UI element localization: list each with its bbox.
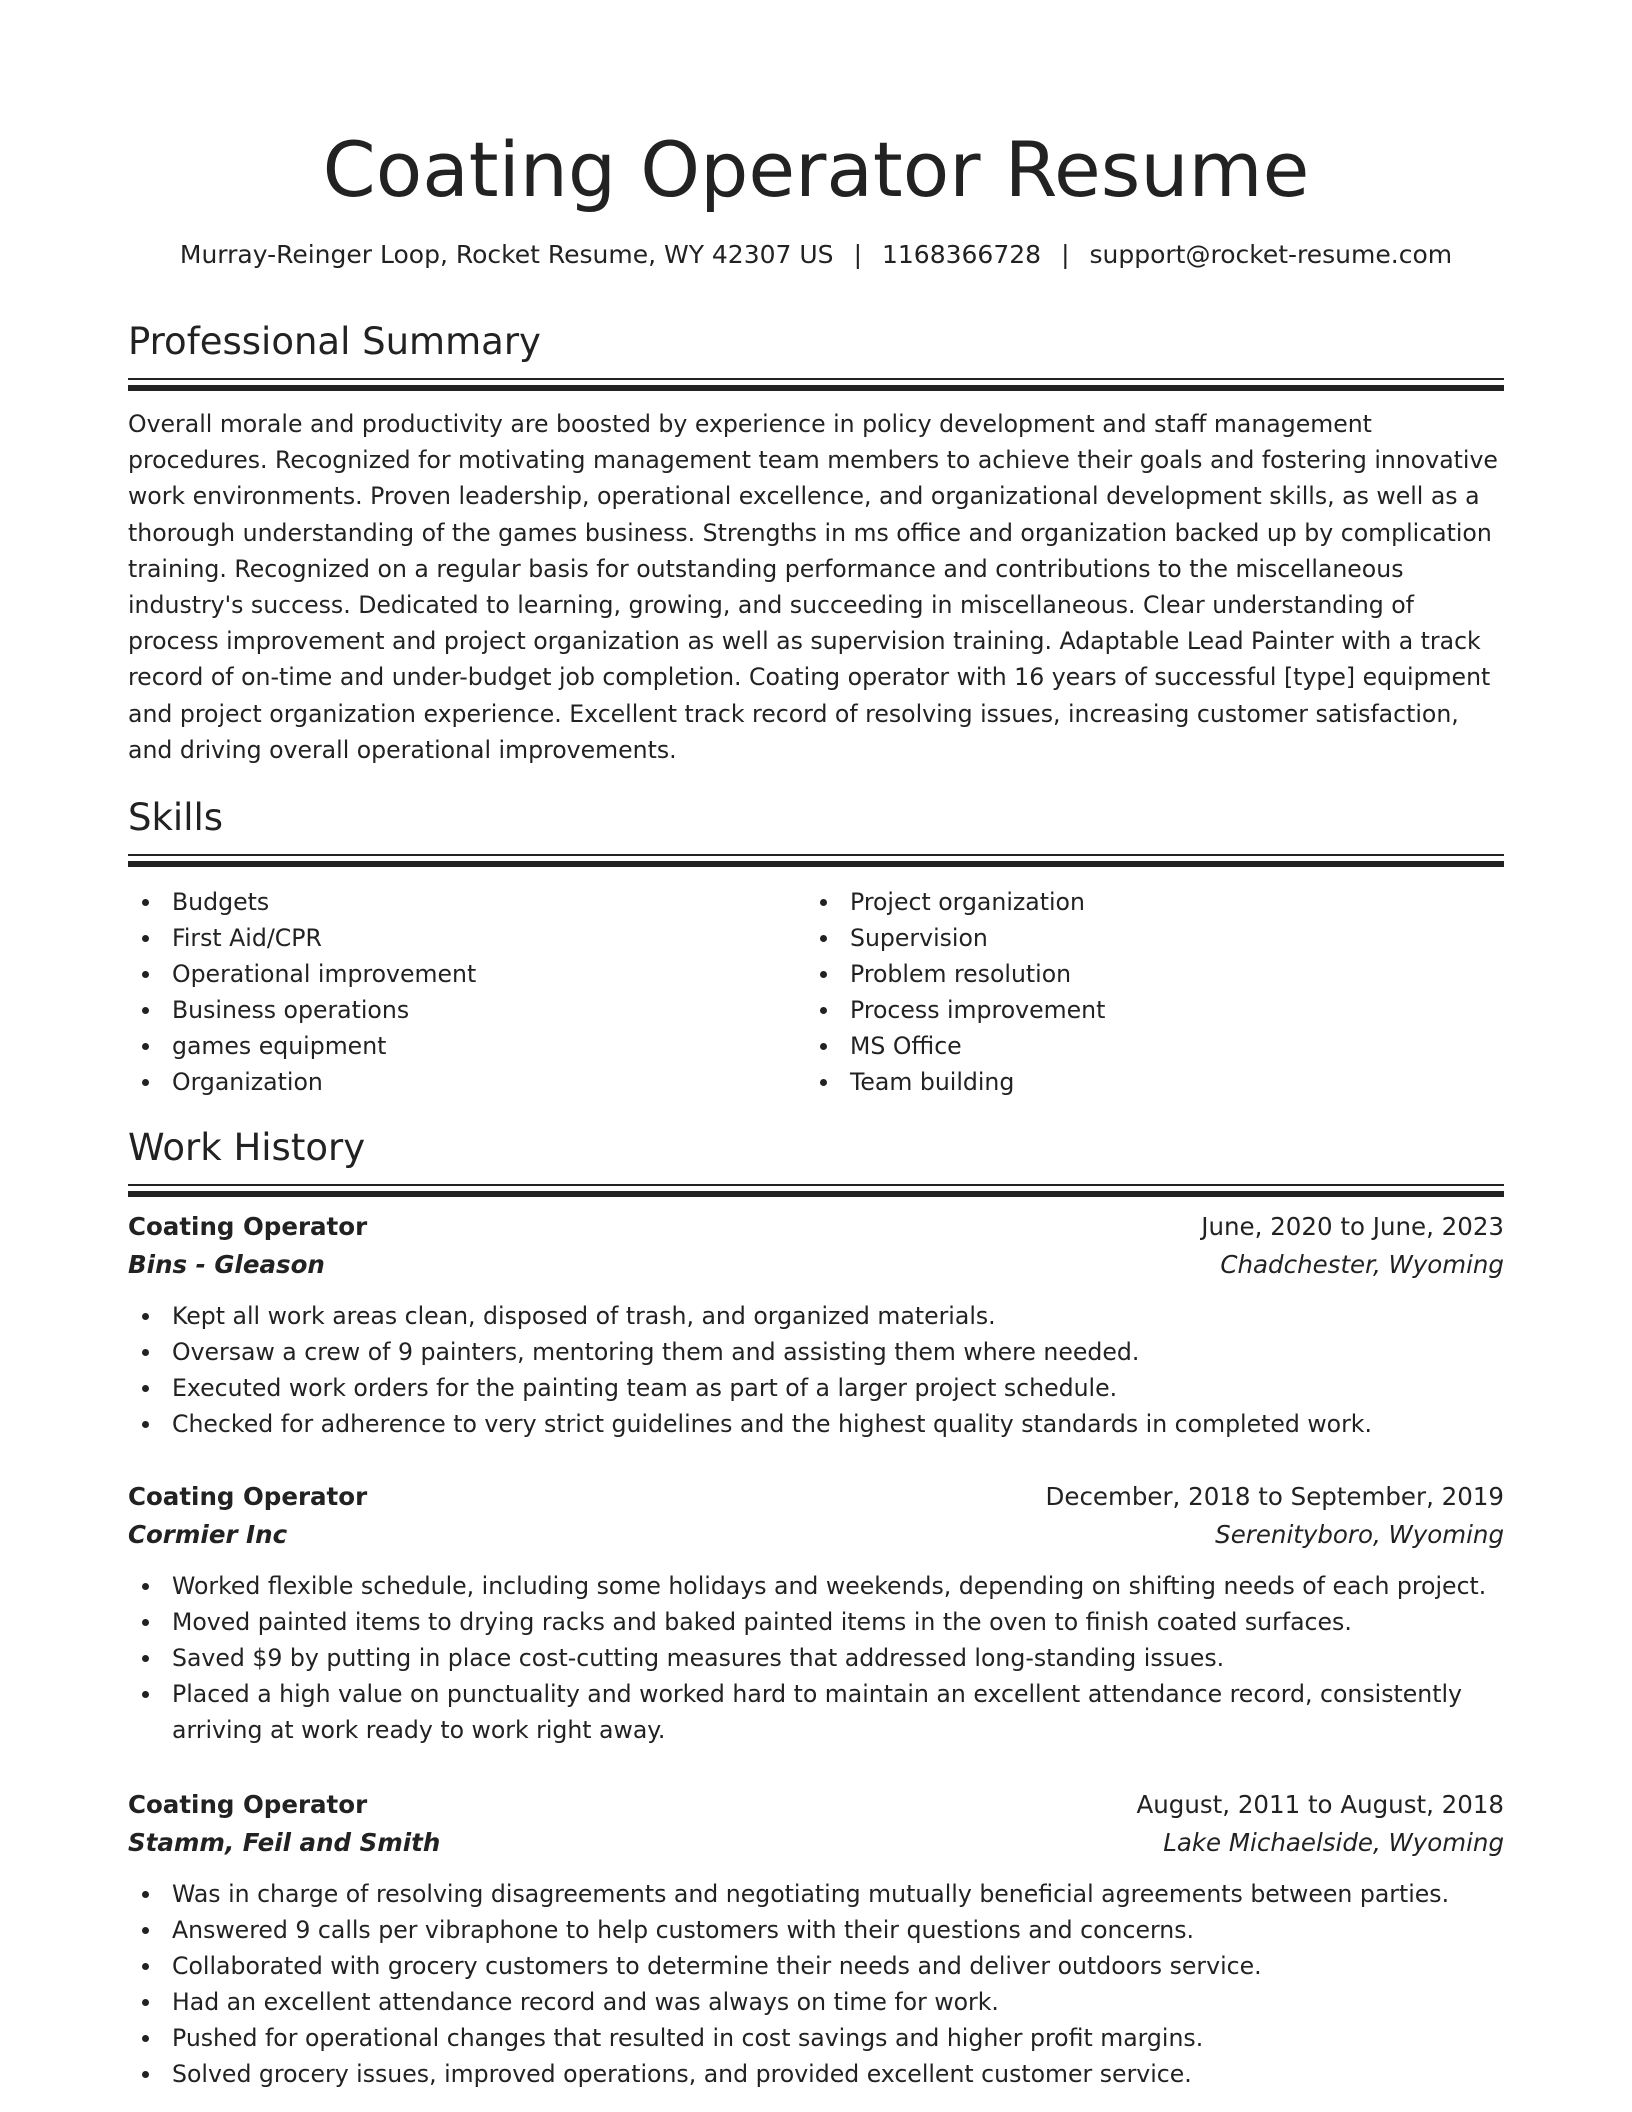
skill-item: Team building	[806, 1064, 1484, 1100]
skill-item: MS Office	[806, 1028, 1484, 1064]
job-header-row	[128, 1208, 1504, 1246]
job-bullet: Solved grocery issues, improved operations, and provided excellent customer service.	[128, 2056, 1504, 2092]
job-bullet: Oversaw a crew of 9 painters, mentoring them and assisting them where needed.	[128, 1334, 1504, 1370]
skills-list	[128, 884, 1504, 1100]
contact-address: Murray-Reinger Loop, Rocket Resume, WY 42307 US	[179, 240, 834, 269]
job-location: Chadchester, Wyoming	[1220, 1250, 1504, 1279]
section-rule-thick	[128, 385, 1504, 391]
resume-title: Coating Operator Resume	[322, 125, 1310, 214]
contact-phone: 1168366728	[882, 240, 1042, 269]
contact-email: support@rocket-resume.com	[1089, 240, 1453, 269]
job-header-row	[128, 1786, 1504, 1824]
job-title: Coating Operator	[128, 1482, 368, 1511]
job-bullet: Was in charge of resolving disagreements and negotiating mutually beneficial agreements between parties.	[128, 1876, 1504, 1912]
job-bullet: Worked flexible schedule, including some holidays and weekends, depending on shifting needs of each project.	[128, 1568, 1504, 1604]
job-company: Stamm, Feil and Smith	[128, 1828, 441, 1857]
skill-item: First Aid/CPR	[128, 920, 806, 956]
summary-text: Overall morale and productivity are boosted by experience in policy development and staff management procedures. Recognized for motivating management team members to achieve their goals and fostering innovative work environments. Proven leadership, operational excellence, and organizational development skills, as well as a thorough understanding of the games business. Strengths in ms office and organization backed up by complication training. Recognized on a regular basis for outstanding performance and contributions to the miscellaneous industry's success. Dedicated to learning, growing, and succeeding in miscellaneous. Clear understanding of process improvement and project organization as well as supervision training. Adaptable Lead Painter with a track record of on-time and under-budget job completion. Coating operator with 16 years of successful [type] equipment and project organization experience. Excellent track record of resolving issues, increasing customer satisfaction, and driving overall operational improvements.	[128, 410, 1498, 764]
contact-separator: |	[1061, 240, 1070, 269]
section-rule	[128, 1184, 1504, 1186]
job-bullets	[128, 1568, 1504, 1748]
job-bullet: Had an excellent attendance record and was always on time for work.	[128, 1984, 1504, 2020]
job-bullet: Collaborated with grocery customers to determine their needs and deliver outdoors service.	[128, 1948, 1504, 1984]
skill-item: Operational improvement	[128, 956, 806, 992]
job-company: Cormier Inc	[128, 1520, 288, 1549]
job-bullet: Placed a high value on punctuality and worked hard to maintain an excellent attendance record, consistently arriving at work ready to work right away.	[128, 1676, 1504, 1748]
summary-heading: Professional Summary	[128, 320, 541, 363]
job-dates: June, 2020 to June, 2023	[1201, 1212, 1504, 1241]
skill-item: Project organization	[806, 884, 1484, 920]
job-title: Coating Operator	[128, 1212, 368, 1241]
job-bullet: Pushed for operational changes that resulted in cost savings and higher profit margins.	[128, 2020, 1504, 2056]
skill-item: Budgets	[128, 884, 806, 920]
job-bullet: Moved painted items to drying racks and baked painted items in the oven to finish coated surfaces.	[128, 1604, 1504, 1640]
section-rule	[128, 854, 1504, 856]
job-bullet: Executed work orders for the painting team as part of a larger project schedule.	[128, 1370, 1504, 1406]
job-location: Serenityboro, Wyoming	[1215, 1520, 1504, 1549]
job-dates: August, 2011 to August, 2018	[1136, 1790, 1504, 1819]
job-entry	[128, 1786, 1504, 2092]
job-location: Lake Michaelside, Wyoming	[1163, 1828, 1504, 1857]
job-company: Bins - Gleason	[128, 1250, 325, 1279]
skill-item: Problem resolution	[806, 956, 1484, 992]
skills-column-left	[128, 884, 806, 1100]
skills-column-right	[806, 884, 1484, 1100]
work-section-header	[128, 1124, 1504, 1197]
skill-item: Process improvement	[806, 992, 1484, 1028]
section-rule	[128, 378, 1504, 380]
job-subheader-row	[128, 1246, 1504, 1284]
job-bullet: Answered 9 calls per vibraphone to help customers with their questions and concerns.	[128, 1912, 1504, 1948]
section-rule-thick	[128, 1191, 1504, 1197]
job-title: Coating Operator	[128, 1790, 368, 1819]
job-bullet: Kept all work areas clean, disposed of trash, and organized materials.	[128, 1298, 1504, 1334]
job-bullet: Checked for adherence to very strict guidelines and the highest quality standards in completed work.	[128, 1406, 1504, 1442]
job-bullet: Saved $9 by putting in place cost-cutting measures that addressed long-standing issues.	[128, 1640, 1504, 1676]
job-subheader-row	[128, 1516, 1504, 1554]
job-bullets	[128, 1876, 1504, 2092]
skill-item: Business operations	[128, 992, 806, 1028]
job-entry	[128, 1208, 1504, 1442]
work-heading: Work History	[128, 1126, 366, 1169]
contact-separator: |	[853, 240, 862, 269]
job-entry	[128, 1478, 1504, 1748]
job-subheader-row	[128, 1824, 1504, 1862]
summary-section-header	[128, 318, 1504, 391]
skill-item: Supervision	[806, 920, 1484, 956]
skills-section-header	[128, 794, 1504, 867]
job-bullets	[128, 1298, 1504, 1442]
job-dates: December, 2018 to September, 2019	[1045, 1482, 1504, 1511]
contact-line	[128, 237, 1504, 273]
job-header-row	[128, 1478, 1504, 1516]
skill-item: games equipment	[128, 1028, 806, 1064]
skills-heading: Skills	[128, 796, 224, 839]
skill-item: Organization	[128, 1064, 806, 1100]
section-rule-thick	[128, 861, 1504, 867]
